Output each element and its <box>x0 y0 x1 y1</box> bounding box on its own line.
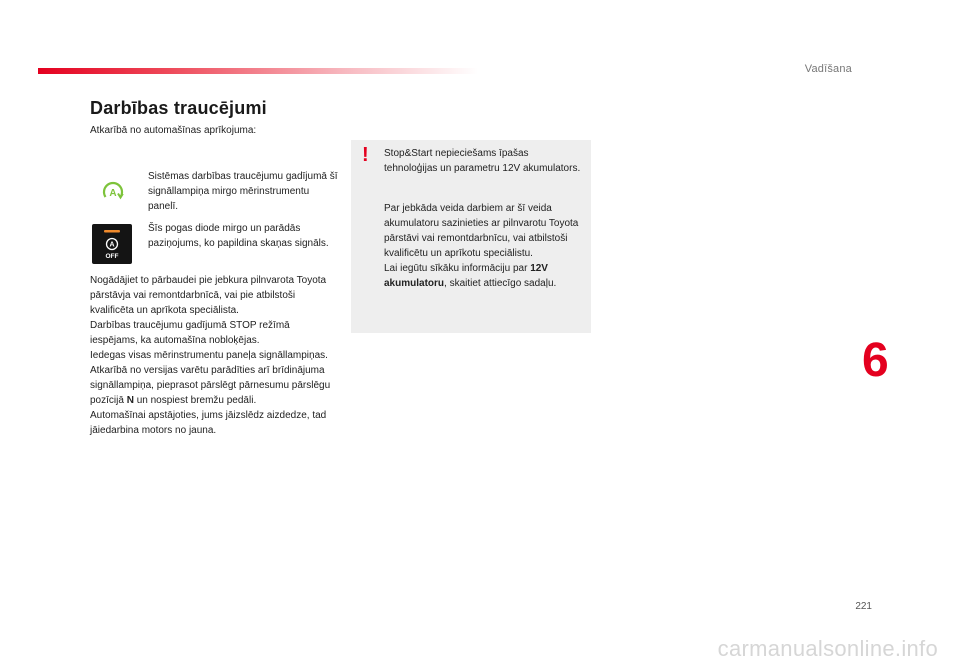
page-number: 221 <box>855 601 872 612</box>
svg-text:A: A <box>109 241 115 249</box>
svg-text:A: A <box>109 188 117 199</box>
stop-start-off-button-icon <box>92 224 132 264</box>
watermark: carmanualsonline.info <box>717 636 938 661</box>
section-title: Vadīšana <box>804 63 852 75</box>
header-color-bar <box>38 68 478 74</box>
body-paragraph-restart: Automašīnai apstājoties, jums jāizslēdz aizdedze, tad jāiedarbina motors no jauna. <box>90 410 327 436</box>
body-text <box>90 273 340 438</box>
body-paragraph-stop-mode: Darbības traucējumu gadījumā STOP režīmā iespējams, ka automašīna nobloķējas. <box>90 320 290 346</box>
chapter-number: 6 <box>862 334 889 387</box>
page-title: Darbības traucējumi <box>90 98 267 118</box>
note-paragraph-battery: Stop&Start nepieciešams īpašas tehnoloģijas un parametru 12V akumulators. <box>384 148 581 174</box>
stop-start-warning-icon <box>101 180 125 204</box>
body-paragraph-gear: Atkarībā no versijas varētu parādīties arī brīdinājuma signāllampiņa, pieprasot pārslēgt pārnesumu pārslēgu pozīcijā N un nospiest bremžu pedāli. <box>90 365 331 406</box>
body-paragraph-lamps: Iedegas visas mērinstrumentu paneļa signāllampiņas. <box>90 350 328 361</box>
exclamation-icon: ! <box>362 144 369 166</box>
body-paragraph-service: Nogādājiet to pārbaudei pie jebkura pilnvarota Toyota pārstāvja vai remontdarbnīcā, vai pie atbilstoši kvalificēta un aprīkota speciālista. <box>90 275 327 316</box>
button-off-label: OFF <box>105 253 119 260</box>
warning-lamp-description: Sistēmas darbības traucējumu gadījumā šī signāllampiņa mirgo mērinstrumentu panelī. <box>148 171 338 212</box>
button-description: Šīs pogas diode mirgo un parādās paziņojums, ko papildina skaņas signāls. <box>148 223 329 249</box>
note-paragraph-service: Par jebkāda veida darbiem ar šī veida akumulatoru sazinieties ar pilnvarotu Toyota pārstāvi vai remontdarbnīcu, vai atbilstoši kvalificētu un aprīkotu speciālistu. Lai iegūtu sīkāku informāciju par 12V akumulatoru, skaitiet attiecīgo sadaļu. <box>384 203 579 289</box>
intro-text: Atkarībā no automašīnas aprīkojuma: <box>90 125 257 136</box>
